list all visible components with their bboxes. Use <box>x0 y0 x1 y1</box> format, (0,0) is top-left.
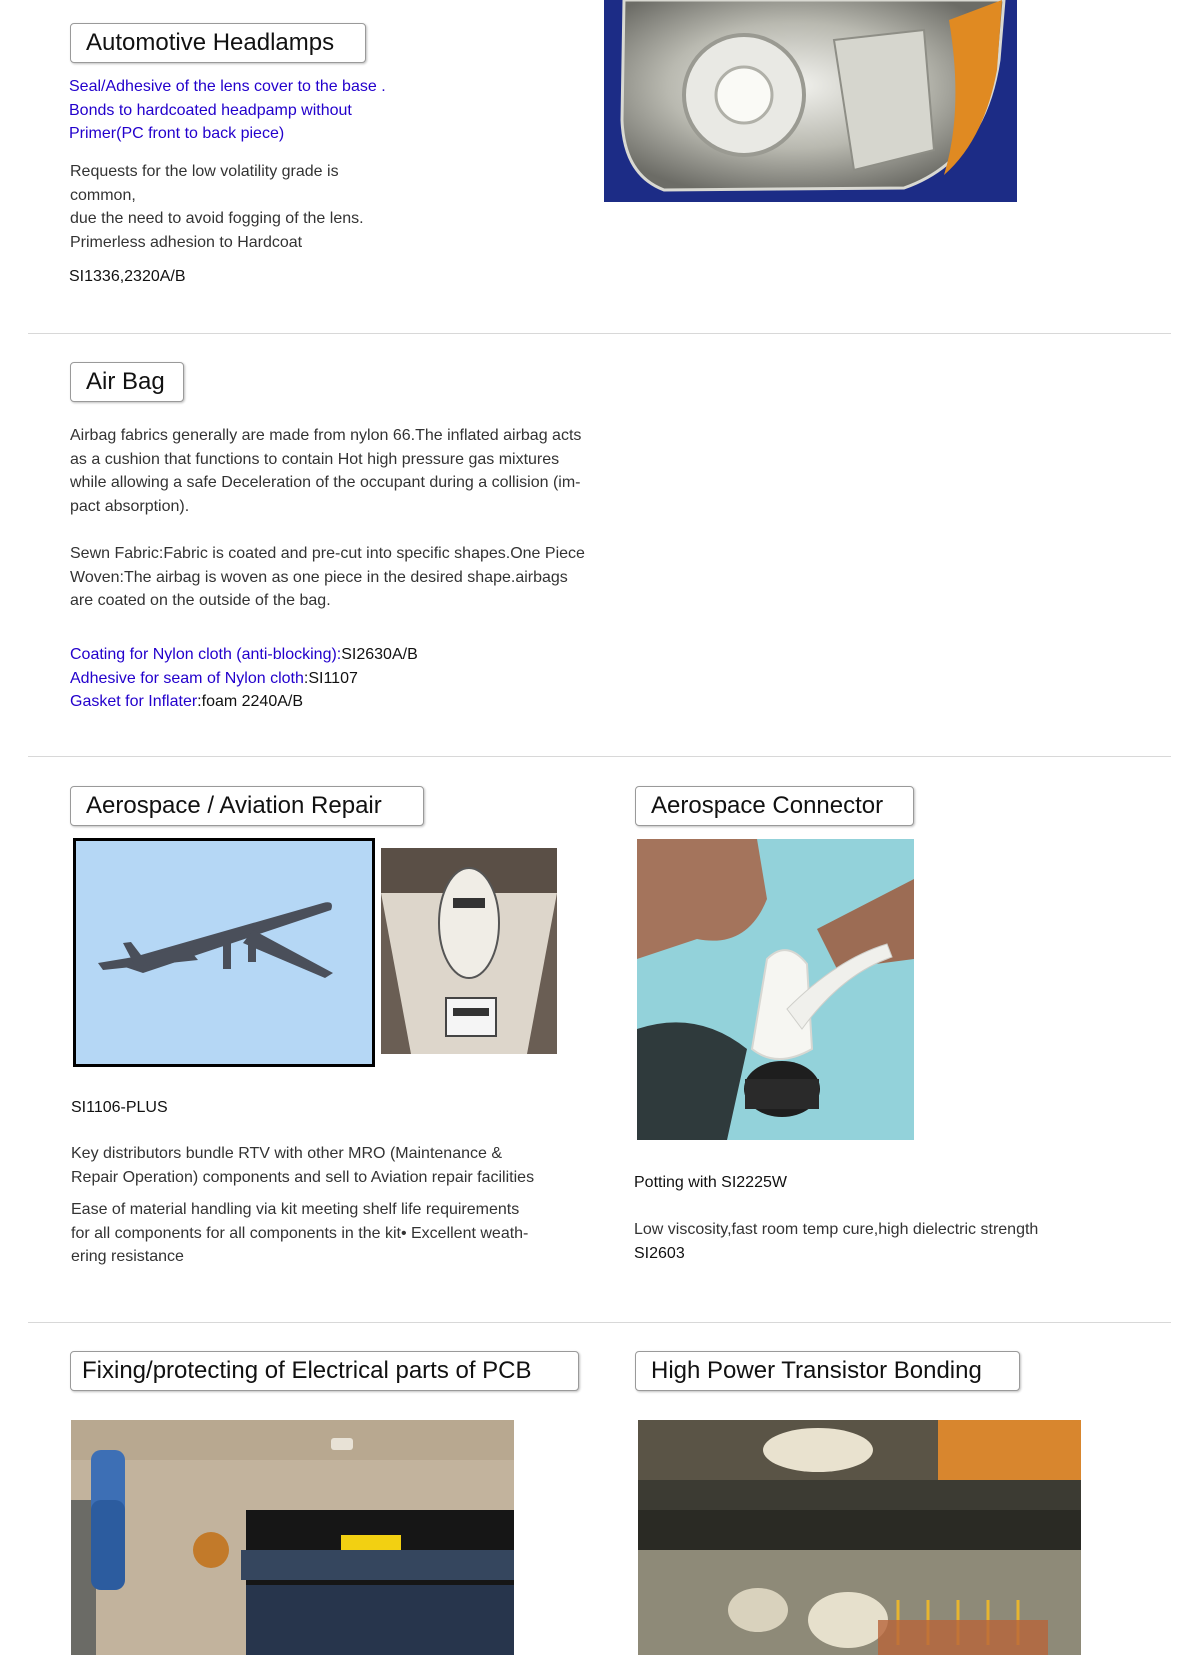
pcb-title: Fixing/protecting of Electrical parts of PCB <box>70 1351 579 1391</box>
airbag-paragraph-line: while allowing a safe Deceleration of the occupant during a collision (im- <box>70 474 581 491</box>
headlamps-body-line: due the need to avoid fogging of the lens. <box>70 210 364 227</box>
airbag-use-label: Coating for Nylon cloth (anti-blocking): <box>70 646 342 663</box>
headlamps-highlight <box>69 75 386 146</box>
airbag-use-item <box>70 667 418 691</box>
aerospace-repair-paragraph-1 <box>71 1142 534 1189</box>
aerospace-repair-title: Aerospace / Aviation Repair <box>70 786 424 826</box>
transistor-photo <box>638 1420 1081 1655</box>
aerospace-repair-line: ering resistance <box>71 1248 184 1265</box>
headlamps-highlight-line: Bonds to hardcoated headpamp without <box>69 101 352 119</box>
hangar-photo <box>381 848 557 1054</box>
aerospace-repair-product: SI1106-PLUS <box>71 1099 168 1116</box>
headlamps-title: Automotive Headlamps <box>70 23 366 63</box>
pcb-photo <box>71 1420 514 1655</box>
headlamps-body-line: Requests for the low volatility grade is <box>70 163 339 180</box>
airbag-paragraph-line: Airbag fabrics generally are made from nylon 66.The inflated airbag acts <box>70 427 582 444</box>
headlamps-body-line: Primerless adhesion to Hardcoat <box>70 233 303 251</box>
connector-product: SI2603 <box>634 1245 685 1262</box>
connector-description: Low viscosity,fast room temp cure,high dielectric strength <box>634 1221 1039 1238</box>
airbag-paragraph-line: Woven:The airbag is woven as one piece in the desired shape.airbags <box>70 568 568 586</box>
transistor-title: High Power Transistor Bonding <box>635 1351 1020 1391</box>
headlamps-body-line: common, <box>70 186 136 204</box>
airplane-photo <box>73 838 375 1067</box>
aerospace-repair-paragraph-2 <box>71 1198 528 1269</box>
airbag-paragraph-line: pact absorption). <box>70 497 190 515</box>
airbag-uses <box>70 643 418 714</box>
section-divider <box>28 333 1171 334</box>
headlamps-highlight-line: Seal/Adhesive of the lens cover to the base . <box>69 78 386 95</box>
connector-potting: Potting with SI2225W <box>634 1174 787 1191</box>
connector-photo <box>637 839 914 1140</box>
section-divider <box>28 756 1171 757</box>
airbag-use-item <box>70 690 418 714</box>
headlamp-photo <box>604 0 1017 202</box>
airbag-use-item <box>70 643 418 667</box>
airbag-paragraph-line: as a cushion that functions to contain Hot high pressure gas mixtures <box>70 450 560 468</box>
aerospace-connector-title: Aerospace Connector <box>635 786 914 826</box>
airbag-use-value: SI2630A/B <box>341 646 418 663</box>
aerospace-repair-line: for all components for all components in the kit• Excellent weath- <box>71 1224 529 1242</box>
airbag-use-label: Gasket for Inflater <box>70 693 198 710</box>
headlamps-highlight-line: Primer(PC front to back piece) <box>69 125 285 142</box>
airbag-use-value: :foam 2240A/B <box>197 693 304 710</box>
aerospace-repair-line: Repair Operation) components and sell to Aviation repair facilities <box>71 1168 535 1186</box>
headlamps-product: SI1336,2320A/B <box>69 268 186 285</box>
airbag-title: Air Bag <box>70 362 184 402</box>
section-divider <box>28 1322 1171 1323</box>
airbag-paragraph-1 <box>70 424 581 518</box>
airbag-paragraph-line: Sewn Fabric:Fabric is coated and pre-cut into specific shapes.One Piece <box>70 545 585 562</box>
airbag-use-value: :SI1107 <box>303 669 358 687</box>
headlamps-body <box>70 160 364 254</box>
aerospace-repair-line: Ease of material handling via kit meeting shelf life requirements <box>71 1201 520 1218</box>
airbag-paragraph-2 <box>70 542 585 613</box>
airbag-use-label: Adhesive for seam of Nylon cloth <box>70 669 304 687</box>
airbag-paragraph-line: are coated on the outside of the bag. <box>70 592 331 609</box>
aerospace-repair-line: Key distributors bundle RTV with other MRO (Maintenance & <box>71 1145 503 1162</box>
